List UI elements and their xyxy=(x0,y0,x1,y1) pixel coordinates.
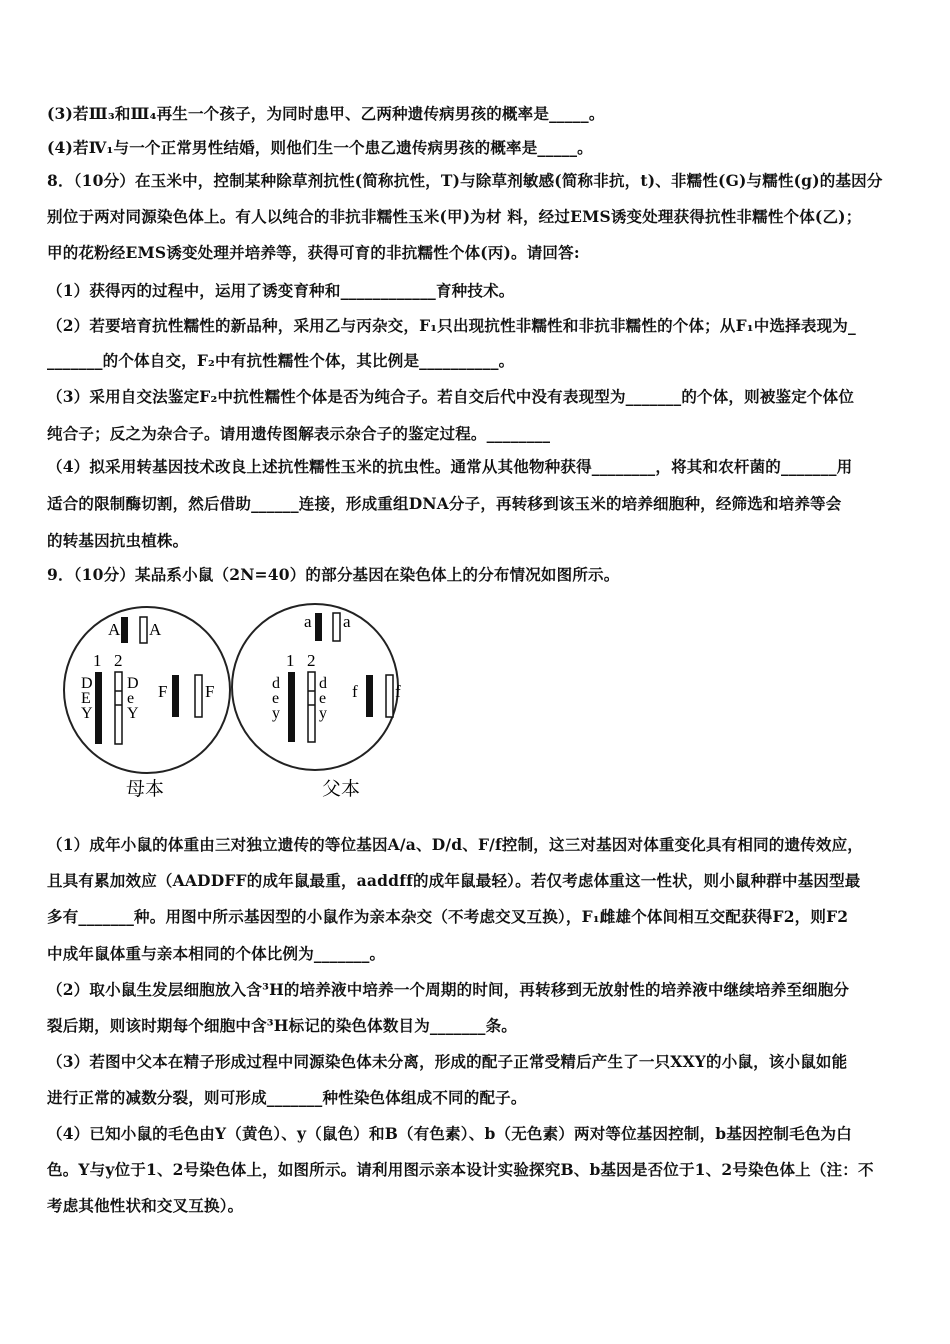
mother-label: 母本 xyxy=(126,779,165,800)
line-06: （1）获得丙的过程中，运用了诱变育种和____________育种技术。 xyxy=(47,281,515,300)
mother-gene-Y-right: Y xyxy=(127,705,139,722)
line-14: 9．（10分）某品系小鼠（2N=40）的部分基因在染色体上的分布情况如图所示。 xyxy=(47,565,620,584)
father-chrom-a1 xyxy=(315,613,322,641)
line-09: （3）采用自交法鉴定F₂中抗性糯性个体是否为纯合子。若自交后代中没有表现型为_______的个体，则被鉴定个体位 xyxy=(47,387,855,406)
father-label: 父本 xyxy=(322,779,361,800)
line-11: （4）拟采用转基因技术改良上述抗性糯性玉米的抗虫性。通常从其他物种获得________，将其和农杆菌的_______用 xyxy=(47,457,853,476)
mother-chrom-1 xyxy=(95,672,102,744)
mother-chrom-2 xyxy=(115,672,122,744)
father-gene-e-right: e xyxy=(319,690,327,707)
mother-chrom-a2 xyxy=(140,617,147,643)
father-chrom-2 xyxy=(308,672,315,742)
line-01: (3)若Ⅲ₃和Ⅲ₄再生一个孩子，为同时患甲、乙两种遗传病男孩的概率是_____。 xyxy=(47,104,605,123)
mother-chrom-f1 xyxy=(172,675,179,717)
father-gene-y-right: y xyxy=(319,705,327,722)
line-17: 多有_______种。用图中所示基因型的小鼠作为亲本杂交（不考虑交叉互换），F₁雌雄个体间相互交配获得F2，则F2 xyxy=(47,907,849,926)
father-chrom-f1 xyxy=(366,675,373,717)
line-08: _______的个体自交，F₂中有抗性糯性个体，其比例是__________。 xyxy=(47,351,515,370)
line-22: 进行正常的减数分裂，则可形成_______种性染色体组成不同的配子。 xyxy=(47,1088,527,1107)
mother-gene-E-left: E xyxy=(81,690,91,707)
line-12: 适合的限制酶切割，然后借助______连接，形成重组DNA分子，再转移到该玉米的培养细胞种，经筛选和培养等会 xyxy=(47,494,842,513)
line-02: (4)若Ⅳ₁与一个正常男性结婚，则他们生一个患乙遗传病男孩的概率是_____。 xyxy=(47,138,593,157)
mother-num-1: 1 xyxy=(93,651,102,670)
mother-top-left-gene: A xyxy=(108,620,121,639)
chromosome-figure xyxy=(50,595,400,805)
father-num-2: 2 xyxy=(307,651,316,670)
line-04: 别位于两对同源染色体上。有人以纯合的非抗非糯性玉米(甲)为材 料，经过EMS诱变处理获得抗性非糯性个体(乙)； xyxy=(47,207,862,226)
father-f-right: f xyxy=(395,682,401,701)
mother-num-2: 2 xyxy=(114,651,123,670)
mother-chrom-f2 xyxy=(195,675,202,717)
line-05: 甲的花粉经EMS诱变处理并培养等，获得可育的非抗糯性个体(丙)。请回答: xyxy=(47,243,580,262)
line-03: 8．（10分）在玉米中，控制某种除草剂抗性(简称抗性，T)与除草剂敏感(简称非抗，t)、非糯性(G)与糯性(g)的基因分 xyxy=(47,171,883,190)
father-gene-d-left: d xyxy=(272,675,280,692)
father-f-left: f xyxy=(352,682,358,701)
line-18: 中成年鼠体重与亲本相同的个体比例为_______。 xyxy=(47,944,386,963)
line-10: 纯合子；反之为杂合子。请用遗传图解表示杂合子的鉴定过程。________ xyxy=(47,424,551,443)
father-chrom-f2 xyxy=(386,675,393,717)
line-07: （2）若要培育抗性糯性的新品种，采用乙与丙杂交，F₁只出现抗性非糯性和非抗非糯性的个体；从F₁中选择表现为_ xyxy=(47,316,856,335)
mother-f-left: F xyxy=(158,682,168,701)
father-chrom-a2 xyxy=(333,613,340,641)
mother-gene-e-right: e xyxy=(127,690,135,707)
line-15: （1）成年小鼠的体重由三对独立遗传的等位基因A/a、D/d、F/f控制，这三对基因对体重变化具有相同的遗传效应， xyxy=(47,835,863,854)
father-gene-e-left: e xyxy=(272,690,280,707)
line-13: 的转基因抗虫植株。 xyxy=(47,531,189,550)
line-23: （4）已知小鼠的毛色由Y（黄色）、y（鼠色）和B（有色素）、b（无色素）两对等位基因控制，b基因控制毛色为白 xyxy=(47,1124,852,1143)
father-num-1: 1 xyxy=(286,651,295,670)
mother-chrom-a1 xyxy=(121,617,128,643)
line-19: （2）取小鼠生发层细胞放入含³H的培养液中培养一个周期的时间，再转移到无放射性的培养液中继续培养至细胞分 xyxy=(47,980,850,999)
father-top-left-gene: a xyxy=(304,612,312,631)
mother-f-right: F xyxy=(205,682,215,701)
line-25: 考虑其他性状和交叉互换）。 xyxy=(47,1196,244,1215)
mother-gene-D-left: D xyxy=(81,675,93,692)
father-gene-d-right: d xyxy=(319,675,327,692)
father-gene-y-left: y xyxy=(272,705,280,722)
mother-top-right-gene: A xyxy=(149,620,162,639)
line-24: 色。Y与y位于1、2号染色体上，如图所示。请利用图示亲本设计实验探究B、b基因是否位于1、2号染色体上（注：不 xyxy=(47,1160,874,1179)
line-16: 且具有累加效应（AADDFF的成年鼠最重，aaddff的成年鼠最轻）。若仅考虑体重这一性状，则小鼠种群中基因型最 xyxy=(47,871,861,890)
father-chrom-1 xyxy=(288,672,295,742)
mother-gene-D-right: D xyxy=(127,675,139,692)
father-top-right-gene: a xyxy=(343,612,351,631)
line-21: （3）若图中父本在精子形成过程中同源染色体未分离，形成的配子正常受精后产生了一只XXY的小鼠，该小鼠如能 xyxy=(47,1052,848,1071)
mother-gene-Y-left: Y xyxy=(81,705,93,722)
line-20: 裂后期，则该时期每个细胞中含³H标记的染色体数目为_______条。 xyxy=(47,1016,517,1035)
